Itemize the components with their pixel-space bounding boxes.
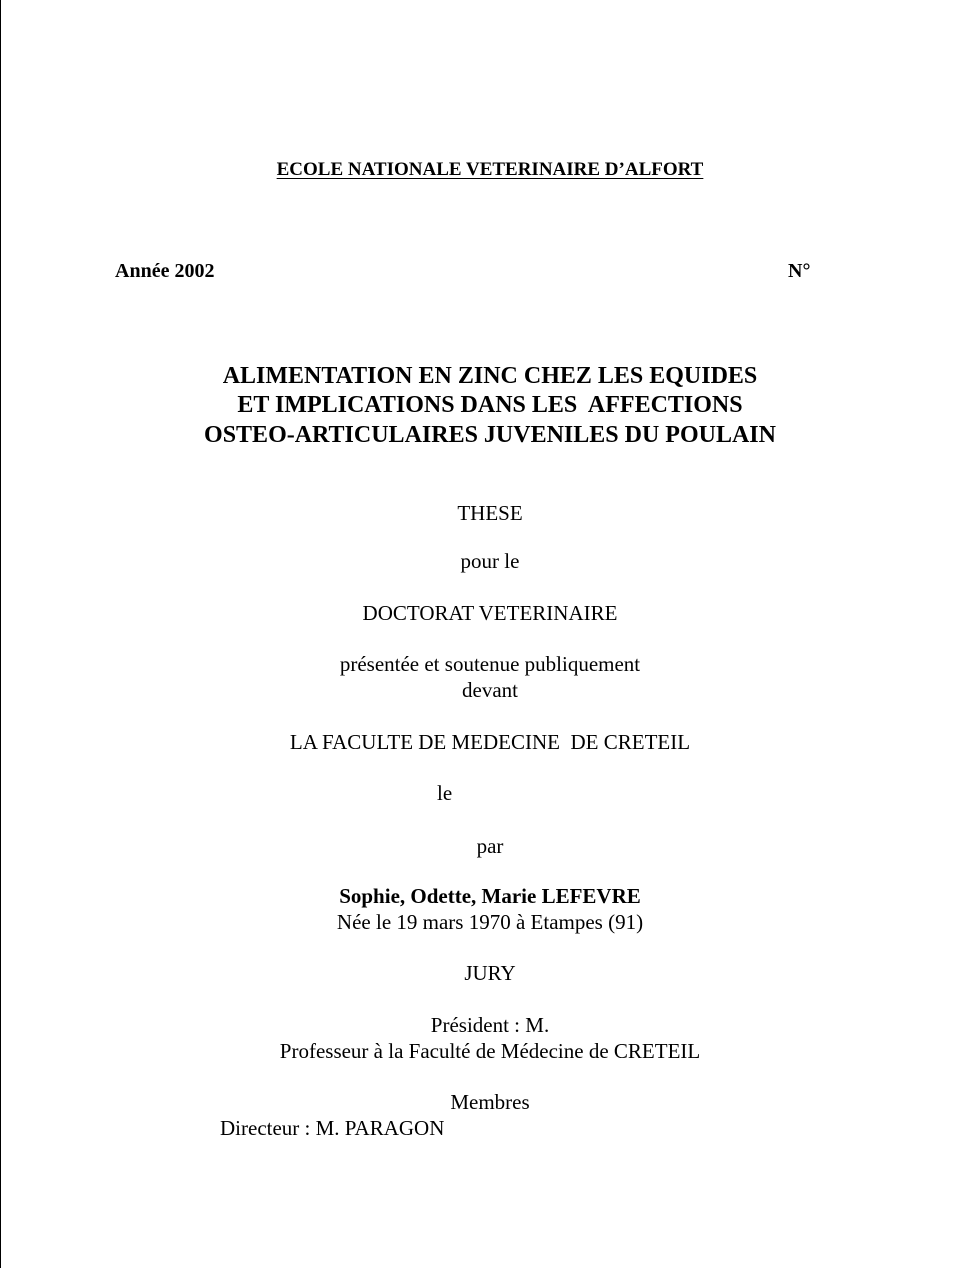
author-birth: Née le 19 mars 1970 à Etampes (91): [336, 910, 644, 934]
par-label: par: [476, 834, 504, 858]
school-name: ECOLE NATIONALE VETERINAIRE D’ALFORT: [276, 159, 704, 180]
presented-line-1: présentée et soutenue publiquement: [339, 652, 641, 676]
date-label: le: [437, 781, 453, 805]
thesis-number-label: N°: [788, 260, 811, 282]
degree-label: DOCTORAT VETERINAIRE: [362, 601, 618, 625]
pour-le-label: pour le: [460, 549, 520, 573]
left-page-border: [0, 0, 1, 1268]
jury-heading: JURY: [464, 961, 516, 985]
jury-president-title: Professeur à la Faculté de Médecine de CRETEIL: [279, 1039, 701, 1063]
presented-line-2: devant: [462, 678, 518, 702]
thesis-title-line-1: ALIMENTATION EN ZINC CHEZ LES EQUIDES: [222, 363, 758, 389]
jury-members-label: Membres: [450, 1090, 530, 1114]
jury-director: Directeur : M. PARAGON: [220, 1116, 445, 1140]
thesis-title-line-2: ET IMPLICATIONS DANS LES AFFECTIONS: [237, 392, 743, 418]
faculty-name: LA FACULTE DE MEDECINE DE CRETEIL: [289, 730, 691, 754]
year-label: Année 2002: [115, 260, 215, 282]
these-label: THESE: [457, 501, 523, 525]
jury-president: Président : M.: [430, 1013, 550, 1037]
author-name: Sophie, Odette, Marie LEFEVRE: [339, 884, 641, 908]
thesis-title-line-3: OSTEO-ARTICULAIRES JUVENILES DU POULAIN: [204, 422, 776, 448]
